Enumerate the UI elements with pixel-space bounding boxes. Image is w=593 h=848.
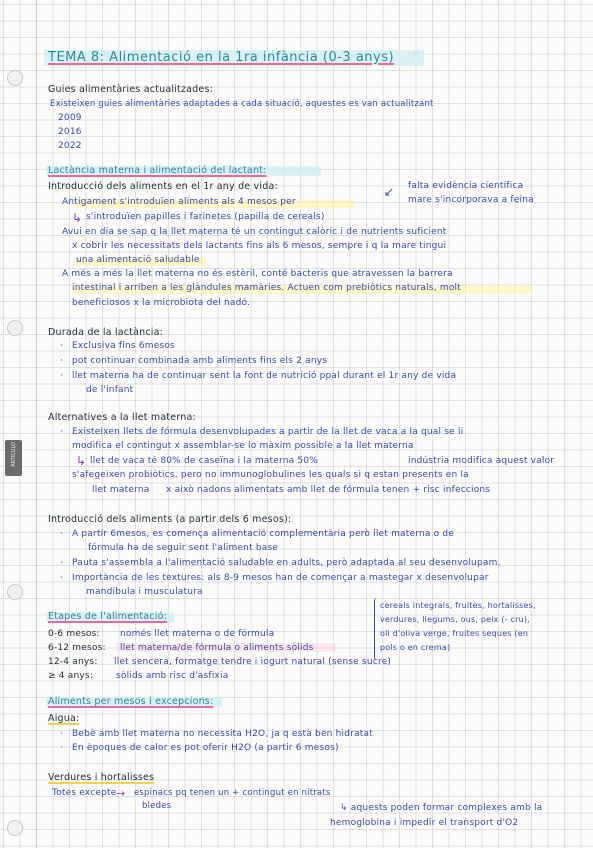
etapa-text: només llet materna o de fórmula <box>120 629 275 639</box>
introduccio-line: A partir 6mesos, es comença alimentació complementària però llet materna o de <box>72 529 455 539</box>
verdures-heading: Verdures i hortalisses <box>48 772 155 783</box>
arrow-icon: → <box>116 787 126 800</box>
arrow-icon: ↳ <box>72 211 83 225</box>
arrow-icon: ↙ <box>384 185 395 199</box>
introduccio-line: Importància de les textures: als 8-9 mesos han de començar a mastegar x desenvolupar <box>72 573 489 583</box>
verdures-line: ↳ aquests poden formar complexes amb la <box>340 803 543 813</box>
guies-heading: Guies alimentàries actualitzades: <box>48 84 214 95</box>
lactancia-line: x cobrir les necessitats dels lactants fins als 6 mesos, sempre i q la mare tingui <box>72 241 447 251</box>
alternatives-line: llet de vaca té 80% de caseïna i la materna 50% <box>90 456 318 466</box>
intro-heading: Introducció dels aliments en el 1r any de vida: <box>48 181 278 192</box>
introduccio-line: fórmula ha de seguir sent l'aliment base <box>88 543 279 553</box>
binder-hole <box>7 820 23 836</box>
durada-item: pot continuar combinada amb aliments fins els 2 anys <box>72 356 328 366</box>
introduccio-line: mandíbula i musculatura <box>86 587 203 597</box>
introduccio-line: Pauta s'assembla a l'alimentació saludable en adults, però adaptada al seu desenvolupam. <box>72 558 501 568</box>
lactancia-line: beneficiosos x la microbiota del nadó. <box>72 298 251 308</box>
lactancia-line: Antigament s'introduïen aliments als 4 mesos per <box>62 197 296 207</box>
side-box-line: verdures, llegums, ous, peix (- cru), <box>380 615 530 624</box>
bullet: · <box>60 529 64 539</box>
verdures-line: hemoglobina i impedir el transport d'O2 <box>330 818 519 828</box>
bullet: · <box>60 371 64 381</box>
margin-line <box>36 0 37 848</box>
etapa-age: 12-4 anys: <box>48 657 98 667</box>
bullet: · <box>60 573 64 583</box>
bullet: · <box>60 558 64 568</box>
bracket <box>374 598 377 660</box>
etapes-heading: Etapes de l'alimentació: <box>48 611 167 622</box>
side-box-line: oli d'oliva verge, fruites seques (en <box>380 629 529 638</box>
alternatives-note: indústria modifica aquest valor <box>408 456 555 466</box>
binder-hole <box>7 70 23 86</box>
bullet: · <box>60 341 64 351</box>
lactancia-line: una alimentació saludable <box>76 255 200 265</box>
alternatives-line: modifica el contingut x assemblar-se lo màxim possible a la llet materna <box>72 441 414 451</box>
durada-heading: Durada de la lactància: <box>48 327 164 338</box>
paper-brand-badge <box>5 440 22 476</box>
page-title: TEMA 8: Alimentació en la 1ra infància (0-3 anys) <box>48 50 395 65</box>
alternatives-line: Existeixen llets de fórmula desenvolupades a partir de la llet de vaca a la qual se li <box>72 427 464 437</box>
durada-item: de l'infant <box>86 385 134 395</box>
aliments-heading: Aliments per mesos i excepcions: <box>48 696 214 707</box>
etapa-text: llet sencera, formatge tendre i iogurt natural (sense sucre) <box>114 657 392 667</box>
aigua-item: Bebè amb llet materna no necessita H2O, ja q està ben hidratat <box>72 729 373 739</box>
bullet: · <box>60 427 64 437</box>
side-box-line: cereals integrals, fruites, hortalisses, <box>380 601 536 610</box>
guies-year: 2016 <box>58 127 82 137</box>
etapa-age: 6-12 mesos: <box>48 643 106 653</box>
etapa-text: sòlids amb risc d'asfixia <box>116 671 229 681</box>
verdures-line: espinacs pq tenen un + contingut en nitrats <box>134 788 331 798</box>
alternatives-line: x això nadons alimentats amb llet de fórmula tenen + risc infeccions <box>166 485 491 495</box>
side-note: mare s'incorporava a feina <box>408 195 534 205</box>
bullet: · <box>60 356 64 366</box>
etapa-age: ≥ 4 anys: <box>48 671 94 681</box>
lactancia-line: A més a més la llet materna no és estèril, conté bacteris que atravessen la barrera <box>62 269 453 279</box>
alternatives-line: s'afegeixen probiòtics, pero no immunoglobulines les quals si q estan presents en la <box>72 470 469 480</box>
lactancia-line: Avui en dia se sap q la llet materna té un contingut calòric i de nutrients suficient <box>62 227 447 237</box>
bullet: · <box>60 729 64 739</box>
etapa-age: 0-6 mesos: <box>48 629 100 639</box>
lactancia-line: intestinal i arriben a les glàndules mamàries. Actuen com prebiòtics naturals, molt <box>72 283 461 293</box>
lactancia-line: s'introduïen papilles i farinetes (papilla de cereals) <box>86 212 325 222</box>
lactancia-heading: Lactància materna i alimentació del lactant: <box>48 165 267 176</box>
badge-text: ARTICULO <box>10 442 17 467</box>
guies-year: 2009 <box>58 113 82 123</box>
guies-body: Existeixen guies alimentàries adaptades a cada situació, aquestes es van actualitzant <box>50 99 434 109</box>
alternatives-heading: Alternatives a la llet materna: <box>48 412 196 423</box>
arrow-icon: ↳ <box>76 454 87 468</box>
binder-hole <box>7 584 23 600</box>
verdures-line: Totes excepte <box>52 788 117 798</box>
binder-hole <box>7 320 23 336</box>
bullet: · <box>60 743 64 753</box>
side-box-line: pols o en crema) <box>380 643 451 652</box>
durada-item: llet materna ha de continuar sent la font de nutrició ppal durant el 1r any de vida <box>72 371 457 381</box>
verdures-line: bledes <box>142 801 172 811</box>
introduccio-heading: Introducció dels aliments (a partir dels 6 mesos): <box>48 514 292 525</box>
aigua-heading: Aigua: <box>48 713 80 724</box>
side-note: falta evidència científica <box>408 181 524 191</box>
aigua-item: En èpoques de calor es pot oferir H2O (a partir 6 mesos) <box>72 743 339 753</box>
guies-year: 2022 <box>58 141 82 151</box>
alternatives-line: llet materna <box>92 485 150 495</box>
durada-item: Exclusiva fins 6mesos <box>72 341 175 351</box>
etapa-text: llet materna/de fórmula o aliments sòlids <box>120 643 314 653</box>
